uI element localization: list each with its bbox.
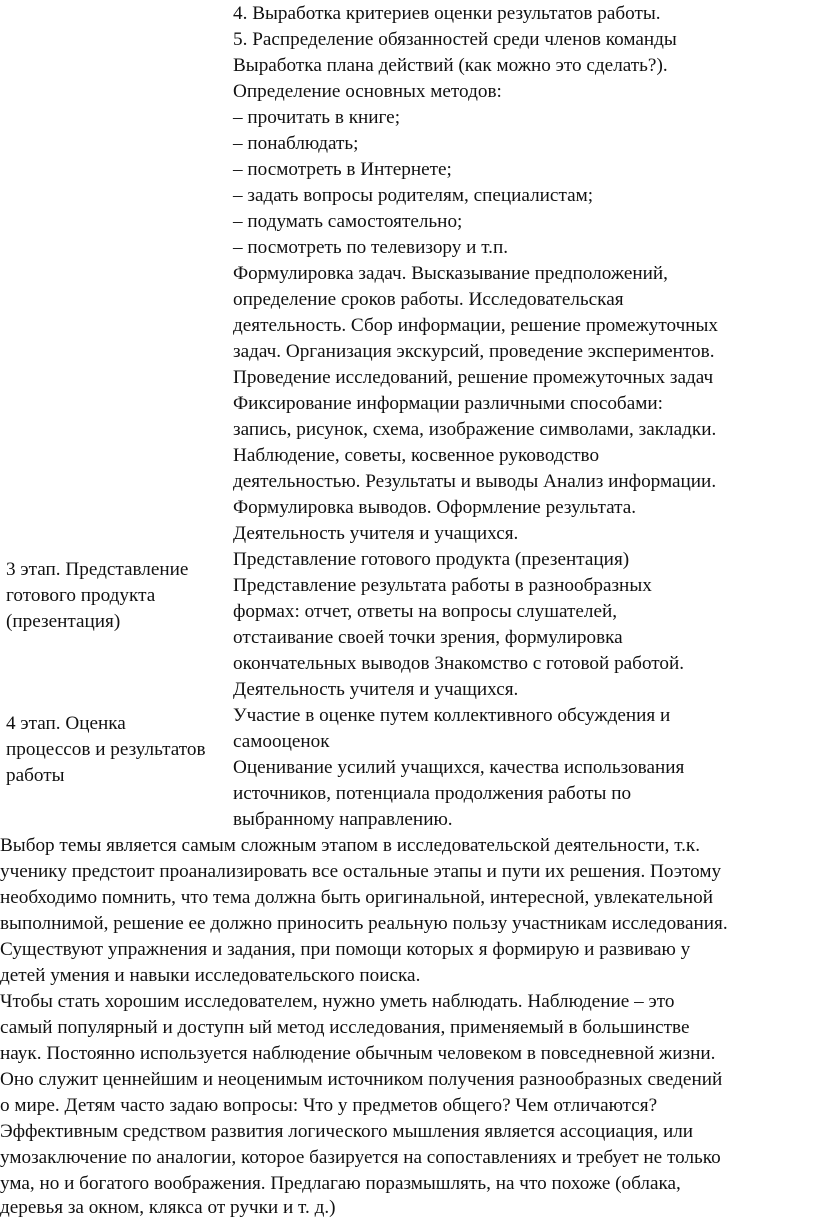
- text-line: Наблюдение, советы, косвенное руководство: [233, 445, 600, 466]
- text-line: процессов и результатов: [6, 739, 206, 760]
- text-line: наук. Постоянно используется наблюдение обычным человеком в повседневной жизни.: [0, 1043, 716, 1064]
- text-line: деревья за окном, клякса от ручки и т. д.): [0, 1197, 336, 1218]
- text-line: Деятельность учителя и учащихся.: [233, 523, 519, 544]
- text-line: деятельность. Сбор информации, решение промежуточных: [233, 315, 718, 336]
- text-line: Выработка плана действий (как можно это сделать?).: [233, 55, 668, 76]
- text-line: Представление готового продукта (презентация): [233, 549, 630, 570]
- text-line: источников, потенциала продолжения работы по: [233, 783, 632, 804]
- text-line: Существуют упражнения и задания, при помощи которых я формирую и развиваю у: [0, 939, 691, 960]
- text-line: 4. Выработка критериев оценки результатов работы.: [233, 3, 661, 24]
- text-line: Представление результата работы в разнообразных: [233, 575, 652, 596]
- text-line: – понаблюдать;: [233, 133, 359, 154]
- text-line: 3 этап. Представление: [6, 559, 189, 580]
- text-line: ученику предстоит проанализировать все остальные этапы и пути их решения. Поэтому: [0, 861, 722, 882]
- text-line: работы: [6, 765, 65, 786]
- text-line: самооценок: [233, 731, 330, 752]
- text-line: 4 этап. Оценка: [6, 713, 126, 734]
- text-line: отстаивание своей точки зрения, формулировка: [233, 627, 623, 648]
- text-line: – посмотреть в Интернете;: [233, 159, 452, 180]
- text-line: Оно служит ценнейшим и неоценимым источником получения разнообразных сведений: [0, 1069, 723, 1090]
- text-line: окончательных выводов Знакомство с готовой работой.: [233, 653, 685, 674]
- text-line: самый популярный и доступн ый метод исследования, применяемый в большинстве: [0, 1017, 690, 1038]
- text-line: Эффективным средством развития логического мышления является ассоциация, или: [0, 1121, 694, 1142]
- text-line: ума, но и богатого воображения. Предлагаю поразмышлять, на что похоже (облака,: [0, 1173, 681, 1194]
- text-line: Определение основных методов:: [233, 81, 502, 102]
- text-line: Выбор темы является самым сложным этапом в исследовательской деятельности, т.к.: [0, 835, 701, 856]
- text-line: Формулировка выводов. Оформление результата.: [233, 497, 637, 518]
- text-line: Фиксирование информации различными способами:: [233, 393, 663, 414]
- text-line: деятельностью. Результаты и выводы Анализ информации.: [233, 471, 717, 492]
- text-line: Чтобы стать хорошим исследователем, нужно уметь наблюдать. Наблюдение – это: [0, 991, 675, 1012]
- text-line: задач. Организация экскурсий, проведение экспериментов.: [233, 341, 715, 362]
- text-line: – прочитать в книге;: [233, 107, 401, 128]
- text-line: детей умения и навыки исследовательского поиска.: [0, 965, 421, 986]
- text-line: Проведение исследований, решение промежуточных задач: [233, 367, 714, 388]
- text-line: Формулировка задач. Высказывание предположений,: [233, 263, 668, 284]
- text-line: – посмотреть по телевизору и т.п.: [233, 237, 509, 258]
- text-line: готового продукта: [6, 585, 156, 606]
- text-line: умозаключение по аналогии, которое базируется на сопоставлениях и требует не только: [0, 1147, 721, 1168]
- text-line: выполнимой, решение ее должно приносить реальную пользу участникам исследования.: [0, 913, 728, 934]
- text-line: 5. Распределение обязанностей среди членов команды: [233, 29, 677, 50]
- text-line: определение сроков работы. Исследовательская: [233, 289, 624, 310]
- text-line: Оценивание усилий учащихся, качества использования: [233, 757, 685, 778]
- text-line: необходимо помнить, что тема должна быть оригинальной, интересной, увлекательной: [0, 887, 714, 908]
- text-line: запись, рисунок, схема, изображение символами, закладки.: [233, 419, 717, 440]
- text-line: – задать вопросы родителям, специалистам;: [233, 185, 594, 206]
- text-line: Деятельность учителя и учащихся.: [233, 679, 519, 700]
- text-line: (презентация): [6, 611, 121, 632]
- text-line: – подумать самостоятельно;: [233, 211, 463, 232]
- text-line: формах: отчет, ответы на вопросы слушателей,: [233, 601, 618, 622]
- text-line: выбранному направлению.: [233, 809, 453, 830]
- text-line: о мире. Детям часто задаю вопросы: Что у предметов общего? Чем отличаются?: [0, 1095, 658, 1116]
- text-line: Участие в оценке путем коллективного обсуждения и: [233, 705, 671, 726]
